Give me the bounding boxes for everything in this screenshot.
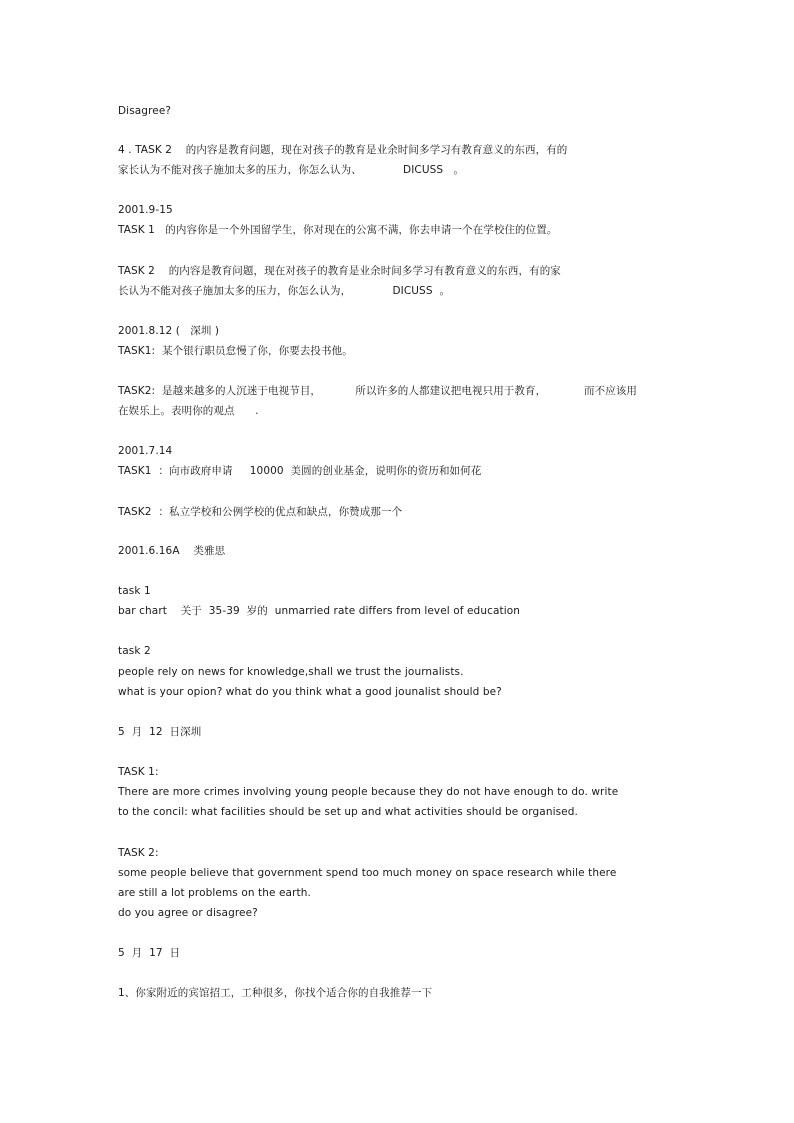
text-line: 2001.6.16A 类雅思 xyxy=(118,545,226,557)
text-line: 4 . TASK 2 的内容是教育问题，现在对孩子的教育是业余时间多学习有教育意义的东西，有的 xyxy=(118,144,568,156)
text-line: bar chart 关于 35-39 岁的 unmarried rate differs from level of education xyxy=(118,605,521,617)
text-line: 在娱乐上。表明你的观点 . xyxy=(118,405,259,417)
text-line: 2001.8.12 ( 深圳 ) xyxy=(118,325,220,337)
text-line: 2001.7.14 xyxy=(118,445,173,457)
text-line: to the concil: what facilities should be set up and what activities should be organised. xyxy=(118,806,578,818)
text-line: TASK 1 的内容你是一个外国留学生，你对现在的公寓不满，你去申请一个在学校住的位置。 xyxy=(118,224,558,236)
text-line: TASK2: 是越来越多的人沉迷于电视节目， 所以许多的人都建议把电视只用于教育， 而不应该用 xyxy=(118,385,638,397)
text-line: TASK 1: xyxy=(118,766,159,778)
text-line: TASK2 ：私立学校和公例学校的优点和缺点，你赞成那一个 xyxy=(118,506,403,518)
text-line: 1、你家附近的宾馆招工，工种很多，你找个适合你的自我推荐一下 xyxy=(118,987,433,999)
text-line: TASK1 ：向市政府申请 10000 美圆的创业基金，说明你的资历和如何花 xyxy=(118,465,482,477)
text-line: what is your opion? what do you think what a good jounalist should be? xyxy=(118,686,502,698)
text-line: task 2 xyxy=(118,645,151,657)
text-line: Disagree? xyxy=(118,105,172,117)
text-line: 5 月 17 日 xyxy=(118,947,181,959)
text-line: TASK 2 的内容是教育问题，现在对孩子的教育是业余时间多学习有教育意义的东西，有的家 xyxy=(118,265,561,277)
text-line: 长认为不能对孩子施加太多的压力，你怎么认为， DICUSS 。 xyxy=(118,285,451,297)
text-line: 家长认为不能对孩子施加太多的压力，你怎么认为、 DICUSS 。 xyxy=(118,164,465,176)
text-line: are still a lot problems on the earth. xyxy=(118,887,311,899)
text-line: 5 月 12 日深圳 xyxy=(118,726,202,738)
text-line: some people believe that government spend too much money on space research while there xyxy=(118,867,617,879)
text-line: 2001.9-15 xyxy=(118,204,173,216)
text-line: do you agree or disagree? xyxy=(118,907,258,919)
text-line: people rely on news for knowledge,shall we trust the journalists. xyxy=(118,666,464,678)
text-line: TASK1: 某个银行职员怠慢了你，你要去投书他。 xyxy=(118,345,353,357)
text-line: There are more crimes involving young people because they do not have enough to do. write xyxy=(118,786,619,798)
text-line: TASK 2: xyxy=(118,847,159,859)
text-line: task 1 xyxy=(118,585,151,597)
